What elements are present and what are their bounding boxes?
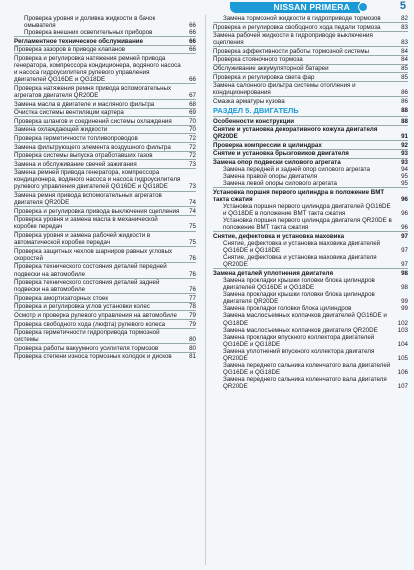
toc-entry — [213, 180, 408, 187]
toc-entry — [213, 312, 408, 326]
toc-entry-title: Замена деталей уплотнения двигателя — [213, 269, 334, 277]
toc-entry-page: 73 — [189, 160, 196, 168]
toc-entry-title: Проверка уровня и замена рабочей жидкости в автоматической коробке передач — [14, 232, 151, 247]
toc-entry — [213, 158, 408, 167]
toc-entry — [213, 327, 408, 334]
toc-entry-page: 86 — [401, 89, 408, 97]
toc-entry-page: 79 — [189, 320, 196, 328]
toc-entry-title: Замена маслосъемных колпачков двигателей QG16DE и QG18DE — [223, 312, 387, 327]
toc-entry-page: 102 — [397, 319, 408, 327]
toc-entry-title: Снятие, дефектовка и установка маховика двигателя QR20DE — [223, 254, 377, 269]
toc-entry-title: Замена фильтрующего элемента воздушного фильтра — [14, 143, 171, 151]
toc-entry-page: 84 — [401, 47, 408, 55]
toc-entry-page: 66 — [189, 22, 196, 30]
toc-left-column — [14, 15, 196, 361]
toc-entry-page: 88 — [401, 107, 408, 115]
toc-entry-page: 85 — [401, 73, 408, 81]
toc-entry — [14, 328, 196, 344]
toc-entry-title: Проверка уровня и доливка жидкости в бачок омывателя — [24, 15, 156, 30]
toc-entry-title: Проверка технического состояния деталей задней подвески на автомобиле — [14, 279, 160, 294]
toc-entry — [213, 15, 408, 22]
toc-entry-page: 81 — [189, 353, 196, 361]
toc-entry-page: 103 — [397, 326, 408, 334]
toc-entry-page: 76 — [189, 254, 196, 262]
toc-entry-page: 96 — [401, 210, 408, 218]
toc-entry-page: 106 — [397, 369, 408, 377]
toc-entry-title: Проверка и регулировка света фар — [213, 73, 315, 81]
toc-entry-page: 74 — [189, 199, 196, 207]
header-title: NISSAN PRIMERA — [273, 2, 350, 12]
toc-entry — [14, 83, 196, 99]
toc-entry-title: Проверка зазоров в приводе клапанов — [14, 46, 126, 54]
toc-entry — [14, 343, 196, 352]
toc-entry-title: Проверка шлангов и соединений системы охлаждения — [14, 117, 172, 125]
toc-entry — [14, 168, 196, 191]
toc-entry — [14, 310, 196, 319]
toc-entry-page: 79 — [189, 311, 196, 319]
toc-entry-title: Проверка системы выпуска отработавших газов — [14, 152, 153, 160]
toc-entry-title: Проверка степени износа тормозных колодок и дисков — [14, 353, 172, 361]
toc-entry — [213, 187, 408, 203]
toc-entry — [14, 108, 196, 117]
toc-entry-page: 72 — [189, 143, 196, 151]
toc-entry — [14, 151, 196, 160]
toc-entry-title: Замена левой опоры силового агрегата — [223, 180, 337, 188]
toc-entry — [213, 348, 408, 362]
toc-entry — [14, 191, 196, 207]
toc-entry-title: Осмотр и проверка рулевого управления на автомобиле — [14, 311, 177, 319]
toc-entry-page: 99 — [401, 298, 408, 306]
toc-entry — [213, 149, 408, 158]
toc-entry-page: 92 — [401, 141, 408, 149]
toc-entry-title: Проверка и регулировка привода выключения сцепления — [14, 207, 180, 215]
toc-entry-title: Замена и обслуживание свечей зажигания — [14, 160, 137, 168]
toc-entry — [14, 45, 196, 54]
toc-entry-title: Очистка системы вентиляции картера — [14, 109, 124, 117]
toc-entry-page: 96 — [401, 195, 408, 203]
toc-entry-title: Проверка свободного хода (люфта) рулевого колеса — [14, 320, 166, 328]
toc-entry-title: Проверка герметичности гидропривода тормозной системы — [14, 329, 160, 344]
toc-entry-page: 98 — [401, 269, 408, 277]
toc-entry-title: Проверка эффективности работы тормозной системы — [213, 47, 369, 55]
toc-entry-page: 97 — [401, 232, 408, 240]
toc-entry — [213, 55, 408, 64]
toc-entry — [213, 116, 408, 125]
toc-entry — [14, 29, 196, 36]
toc-entry-title: Замена тормозной жидкости в гидроприводе тормозов — [223, 15, 381, 22]
toc-entry-page: 83 — [401, 23, 408, 31]
toc-entry — [14, 231, 196, 247]
toc-entry — [213, 291, 408, 305]
toc-entry-page: 107 — [397, 383, 408, 391]
toc-entry-page: 84 — [401, 56, 408, 64]
toc-entry-page: 86 — [401, 97, 408, 105]
toc-entry-title: Проверка защитных чехлов шарниров равных угловых скоростей — [14, 247, 173, 262]
toc-entry-title: Снятие, дефектовка и установка маховика двигателей QG16DE и QG18DE — [223, 240, 381, 255]
toc-entry-title: Установка поршня первого цилиндра в положение ВМТ такта сжатия — [213, 188, 385, 203]
toc-entry — [14, 159, 196, 168]
toc-entry — [14, 293, 196, 302]
toc-entry — [213, 46, 408, 55]
header-dot-icon — [358, 2, 368, 12]
toc-entry — [14, 36, 196, 45]
toc-entry-page: 88 — [401, 117, 408, 125]
toc-entry — [14, 262, 196, 278]
toc-entry — [213, 376, 408, 390]
toc-entry — [14, 133, 196, 142]
toc-entry — [14, 116, 196, 125]
toc-entry-title: Регламентное техническое обслуживание — [14, 37, 144, 45]
toc-entry-page: 96 — [401, 224, 408, 232]
toc-entry-title: Проверка внешних осветительных приборов — [24, 29, 153, 37]
toc-entry-title: Замена охлаждающей жидкости — [14, 126, 108, 134]
toc-entry — [213, 22, 408, 31]
toc-entry — [14, 206, 196, 215]
toc-entry-title: Замена салонного фильтра системы отопления и кондиционирования — [213, 82, 356, 97]
toc-entry-page: 66 — [189, 46, 196, 54]
toc-entry — [213, 173, 408, 180]
toc-entry — [14, 99, 196, 108]
toc-entry-page: 66 — [189, 37, 196, 45]
toc-entry — [213, 334, 408, 348]
toc-entry-page: 83 — [401, 39, 408, 47]
toc-entry-title: Замена уплотнений впускного коллектора двигателя QR20DE — [223, 347, 375, 363]
toc-entry-page: 95 — [401, 173, 408, 181]
toc-entry-title: Особенности конструкции — [213, 117, 295, 125]
toc-entry-title: Замена ремней привода генератора, компрессора кондиционера, водяного насоса и насоса гидроусилителя рулевого управления двигателей QG16DE и QG18DE — [14, 169, 181, 191]
toc-entry — [14, 142, 196, 151]
toc-entry-page: 104 — [397, 340, 408, 348]
toc-entry-title: Проверка и регулировка натяжения ремней привода генератора, компрессора кондиционера, водяного насоса и насоса гидроусилителя рулевого управления двигателей QG16DE и QG18DE — [14, 54, 181, 84]
page-number: 5 — [399, 0, 406, 12]
toc-entry — [14, 15, 196, 29]
toc-entry-title: Снятие, дефектовка и установка маховика — [213, 232, 345, 240]
toc-entry — [213, 277, 408, 291]
toc-entry-page: 97 — [401, 247, 408, 255]
toc-entry-title: Проверка герметичности топливопроводов — [14, 134, 138, 142]
toc-entry-page: 105 — [397, 355, 408, 363]
toc-entry-page: 74 — [189, 207, 196, 215]
toc-entry-title: Замена опор подвески силового агрегата — [213, 159, 341, 166]
toc-entry-page: 98 — [401, 284, 408, 292]
toc-entry — [213, 140, 408, 149]
toc-entry-title: Замена прокладки впускного коллектора двигателей QG16DE и QG18DE — [223, 333, 375, 348]
toc-entry-title: Замена передней и задней опор силового агрегата — [223, 166, 370, 174]
toc-entry — [213, 166, 408, 173]
toc-entry-title: Смазка арматуры кузова — [213, 97, 285, 105]
page-header — [0, 0, 414, 12]
toc-entry — [213, 64, 408, 73]
toc-entry-title: Проверка компрессии в цилиндрах — [213, 141, 322, 149]
toc-entry-title: Снятие и установка брызговиков двигателя — [213, 150, 349, 158]
toc-entry-page: 75 — [189, 239, 196, 247]
toc-entry — [213, 231, 408, 240]
toc-entry-title: Проверка амортизаторных стоек — [14, 294, 109, 302]
toc-entry-title: Замена переднего сальника коленчатого вала двигателя QR20DE — [223, 376, 387, 391]
toc-entry-page: 95 — [401, 180, 408, 188]
toc-entry-page: 99 — [401, 305, 408, 313]
toc-entry — [14, 215, 196, 231]
toc-entry-page: 94 — [401, 166, 408, 174]
toc-entry — [213, 203, 408, 217]
toc-entry — [213, 72, 408, 81]
toc-entry-page: 80 — [189, 344, 196, 352]
toc-entry — [14, 278, 196, 294]
toc-entry-title: Замена прокладки крышки головки блока цилиндров двигателей QG16DE и QG18DE — [223, 277, 375, 292]
toc-entry-title: Замена прокладки крышки головки блока цилиндров двигателя QR20DE — [223, 291, 375, 306]
toc-entry-page: 93 — [401, 159, 408, 166]
toc-entry — [14, 125, 196, 134]
toc-entry-page: 93 — [401, 150, 408, 158]
toc-entry-title: Замена прокладки головки блока цилиндров — [223, 305, 352, 313]
toc-entry-page: 67 — [189, 91, 196, 99]
toc-entry-title: Проверка технического состояния деталей передней подвески на автомобиле — [14, 263, 167, 278]
toc-entry — [14, 352, 196, 361]
toc-entry-title: Проверка натяжения ремня привода вспомогательных агрегатов двигателя QR20DE — [14, 84, 172, 99]
toc-entry — [14, 246, 196, 262]
toc-entry-page: 66 — [189, 29, 196, 37]
toc-entry-page: 97 — [401, 261, 408, 269]
toc-entry — [213, 96, 408, 105]
toc-entry-title: Замена правой опоры двигателя — [223, 173, 318, 181]
toc-entry-page: 75 — [189, 223, 196, 231]
toc-entry-page: 73 — [189, 183, 196, 191]
toc-entry-title: Установка поршня первого цилиндра двигателей QG16DE и QG18DE в положение ВМТ такта сжатия — [223, 203, 391, 218]
toc-entry-page: 91 — [401, 133, 408, 141]
toc-entry-page: 85 — [401, 65, 408, 73]
toc-entry-page: 76 — [189, 270, 196, 278]
toc-entry-page: 82 — [401, 15, 408, 22]
toc-entry-title: Снятие и установка декоративного кожуха двигателя QR20DE — [213, 126, 378, 141]
toc-entry-page: 68 — [189, 100, 196, 108]
toc-entry-title: РАЗДЕЛ 5. ДВИГАТЕЛЬ — [213, 106, 299, 116]
section-heading — [213, 106, 408, 115]
toc-entry — [213, 305, 408, 312]
toc-entry-page: 76 — [189, 286, 196, 294]
toc-right-column — [213, 15, 408, 391]
toc-entry-title: Замена ремня привода вспомогательных агрегатов двигателя QR20DE — [14, 192, 162, 207]
toc-entry-title: Проверка уровня и замена масла в механической коробке передач — [14, 216, 158, 231]
toc-entry-page: 72 — [189, 134, 196, 142]
toc-entry — [213, 31, 408, 47]
toc-entry-page: 77 — [189, 294, 196, 302]
toc-entry — [213, 254, 408, 268]
toc-entry-title: Замена переднего сальника коленчатого вала двигателей QG16DE и QG18DE — [223, 362, 391, 377]
toc-entry — [213, 81, 408, 97]
toc-entry-page: 72 — [189, 152, 196, 160]
toc-entry-page: 78 — [189, 303, 196, 311]
toc-entry — [213, 125, 408, 141]
toc-entry — [14, 53, 196, 83]
toc-entry-page: 69 — [189, 109, 196, 117]
toc-entry-title: Проверка и регулировка углов установки колес — [14, 303, 150, 311]
toc-entry-title: Проверка стояночного тормоза — [213, 56, 303, 64]
toc-entry-title: Проверка работы вакуумного усилителя тормозов — [14, 344, 159, 352]
column-divider — [205, 15, 206, 565]
toc-entry — [213, 240, 408, 254]
toc-entry-title: Установка поршня первого цилиндра двигателя QR20DE в положение ВМТ такта сжатия — [223, 217, 392, 232]
toc-entry-title: Замена рабочей жидкости в гидроприводе выключения сцепления — [213, 32, 373, 47]
toc-entry — [14, 302, 196, 311]
toc-entry-page: 70 — [189, 117, 196, 125]
toc-entry — [213, 362, 408, 376]
toc-entry — [14, 319, 196, 328]
toc-entry-page: 70 — [189, 126, 196, 134]
toc-entry-title: Обслуживание аккумуляторной батареи — [213, 65, 329, 73]
toc-entry — [213, 268, 408, 277]
toc-entry-title: Проверка и регулировка свободного хода педали тормоза — [213, 23, 381, 31]
toc-entry-page: 66 — [189, 76, 196, 84]
toc-entry-title: Замена масла в двигателе и масляного фильтра — [14, 100, 155, 108]
toc-entry-title: Замена маслосъемных колпачков двигателя QR20DE — [223, 326, 378, 334]
toc-entry — [213, 217, 408, 231]
toc-entry-page: 80 — [189, 336, 196, 344]
